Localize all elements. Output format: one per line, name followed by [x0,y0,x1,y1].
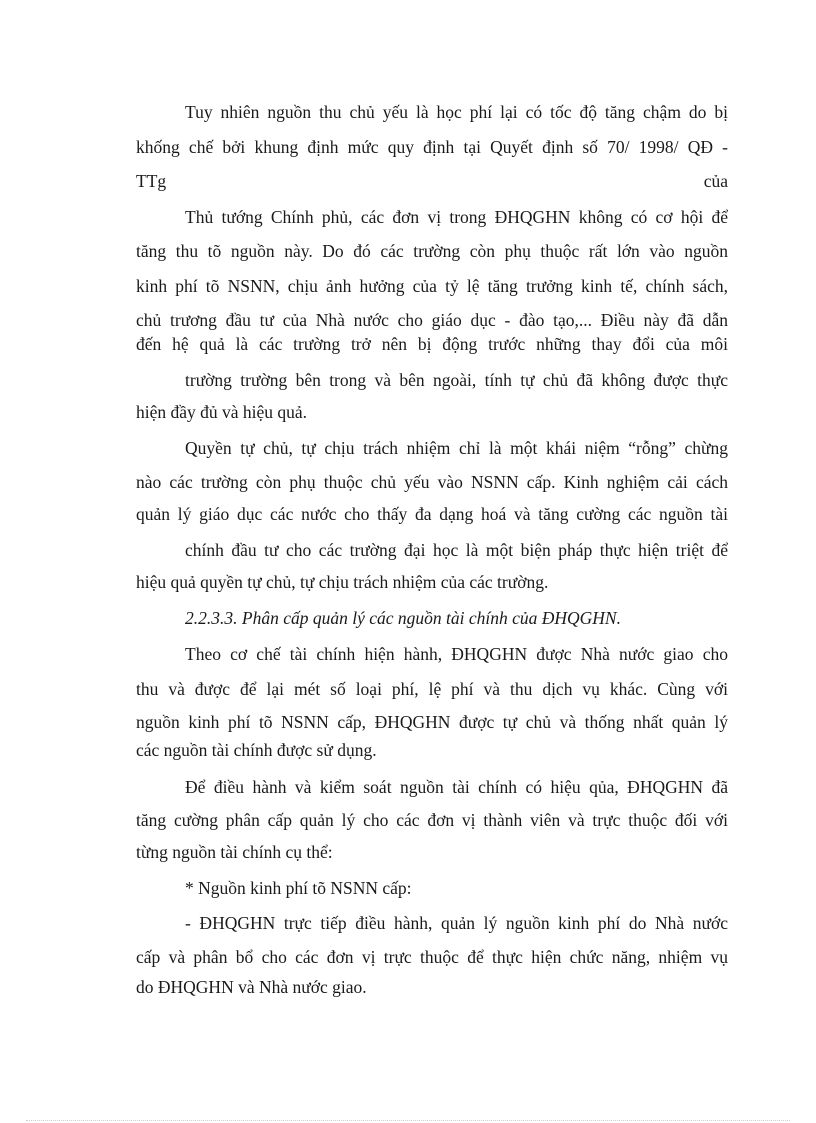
text-line: chính đầu tư cho các trường đại học là một biện pháp thực hiện triệt để [185,540,728,560]
text-line: hiệu quả quyền tự chủ, tự chịu trách nhiệm của các trường. [136,572,549,592]
text-line: Thủ tướng Chính phủ, các đơn vị trong ĐHQGHN không có cơ hội để [185,207,728,227]
page-bottom-divider [26,1120,790,1121]
text-line: trường trường bên trong và bên ngoài, tính tự chủ đã không được thực [185,370,728,390]
text-line: Tuy nhiên nguồn thu chủ yếu là học phí lại có tốc độ tăng chậm do bị [185,102,728,122]
text-line: từng nguồn tài chính cụ thể: [136,842,333,862]
text-line: các nguồn tài chính được sử dụng. [136,740,377,760]
text-line: thu và được để lại mét số loại phí, lệ phí và thu dịch vụ khác. Cùng với [136,679,728,699]
text-fragment: của [703,171,728,191]
text-line: kinh phí tõ NSNN, chịu ảnh hưởng của tỷ lệ tăng trưởng kinh tế, chính sách, [136,276,728,296]
text-line: đến hệ quả là các trường trở nên bị động trước những thay đổi của môi [136,334,728,354]
text-line: quản lý giáo dục các nước cho thấy đa dạng hoá và tăng cường các nguồn tài [136,504,728,524]
text-fragment: TTg [136,171,167,191]
text-line: - ĐHQGHN trực tiếp điều hành, quản lý nguồn kinh phí do Nhà nước [185,913,728,933]
text-line: khống chế bởi khung định mức quy định tại Quyết định số 70/ 1998/ QĐ - [136,137,728,157]
text-line: tăng thu tõ nguồn này. Do đó các trường còn phụ thuộc rất lớn vào nguồn [136,241,728,261]
text-line: chủ trương đầu tư của Nhà nước cho giáo dục - đào tạo,... Điều này đã dẫn [136,310,728,330]
text-line: tăng cường phân cấp quản lý cho các đơn vị thành viên và trực thuộc đối với [136,810,728,830]
text-line: * Nguồn kinh phí tõ NSNN cấp: [185,878,412,898]
text-line: do ĐHQGHN và Nhà nước giao. [136,977,367,997]
text-line: Để điều hành và kiểm soát nguồn tài chính có hiệu qủa, ĐHQGHN đã [185,777,728,797]
text-line: nguồn kinh phí tõ NSNN cấp, ĐHQGHN được tự chủ và thống nhất quản lý [136,712,728,732]
text-line [136,171,728,191]
text-line: hiện đầy đủ và hiệu quả. [136,402,308,422]
text-line: Theo cơ chế tài chính hiện hành, ĐHQGHN được Nhà nước giao cho [185,644,728,664]
text-line: Quyền tự chủ, tự chịu trách nhiệm chỉ là một khái niệm “rỗng” chừng [185,438,728,458]
text-line: nào các trường còn phụ thuộc chủ yếu vào NSNN cấp. Kinh nghiệm cải cách [136,472,728,492]
section-heading: 2.2.3.3. Phân cấp quản lý các nguồn tài chính của ĐHQGHN. [185,608,621,628]
text-line: cấp và phân bổ cho các đơn vị trực thuộc để thực hiện chức năng, nhiệm vụ [136,947,728,967]
